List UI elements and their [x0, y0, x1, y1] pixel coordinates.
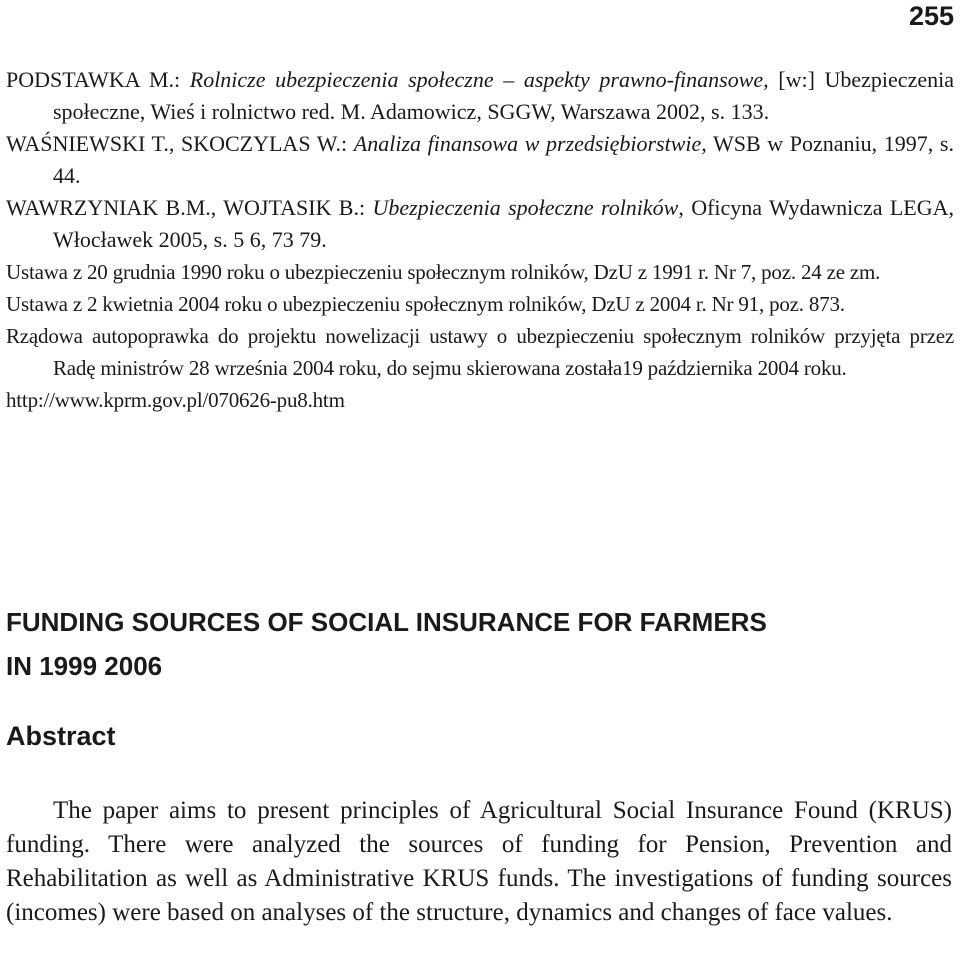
reference-item	[6, 128, 954, 192]
english-title-line-1: FUNDING SOURCES OF SOCIAL INSURANCE FOR FARMERS	[6, 607, 767, 637]
reference-details: Rządowa autopoprawka do projektu nowelizacji ustawy o ubezpieczeniu społecznym rolników przyjęta przez Radę ministrów 28 września 2004 roku, do sejmu skierowana została19 października 2004 roku.	[6, 324, 954, 380]
reference-details: [w:] Ubezpieczenia społeczne, Wieś i rolnictwo red. M. Adamowicz, SGGW, Warszawa 2002, s. 133.	[53, 67, 954, 124]
reference-details: Ustawa z 2 kwietnia 2004 roku o ubezpieczeniu społecznym rolników, DzU z 2004 r. Nr 91, poz. 873.	[6, 292, 845, 316]
reference-author: PODSTAWKA M.:	[6, 67, 190, 92]
english-title	[6, 600, 954, 688]
reference-title: Ubezpieczenia społeczne rolników	[372, 195, 679, 220]
reference-item	[6, 320, 954, 384]
reference-item	[6, 288, 954, 320]
reference-list	[6, 64, 954, 416]
english-title-line-2: IN 1999 2006	[6, 651, 163, 681]
reference-author: WAŚNIEWSKI T., SKOCZYLAS W.:	[6, 131, 354, 156]
reference-details: Ustawa z 20 grudnia 1990 roku o ubezpieczeniu społecznym rolników, DzU z 1991 r. Nr 7, poz. 24 ze zm.	[6, 260, 881, 284]
reference-item	[6, 192, 954, 256]
reference-title: Rolnicze ubezpieczenia społeczne – aspekty prawno-finansowe,	[189, 67, 769, 92]
abstract-heading: Abstract	[6, 721, 116, 751]
reference-item	[6, 384, 954, 416]
abstract-text: The paper aims to present principles of Agricultural Social Insurance Found (KRUS) funding. There were analyzed the sources of funding for Pension, Prevention and Rehabilitation as well as Administrative KRUS funds. The investigations of funding sources (incomes) were based on analyses of the structure, dynamics and changes of face values.	[6, 797, 952, 926]
page-number: 255	[908, 1, 954, 31]
reference-details: , Oficyna Wydawnicza LEGA, Włocławek 2005, s. 5 6, 73 79.	[53, 195, 954, 252]
reference-details: , WSB w Poznaniu, 1997, s. 44.	[53, 131, 954, 188]
reference-author: WAWRZYNIAK B.M., WOJTASIK B.:	[6, 195, 373, 220]
reference-url: http://www.kprm.gov.pl/070626-pu8.htm	[6, 388, 345, 412]
reference-title: Analiza finansowa w przedsiębiorstwie	[353, 131, 702, 156]
reference-item	[6, 256, 954, 288]
reference-item	[6, 64, 954, 128]
